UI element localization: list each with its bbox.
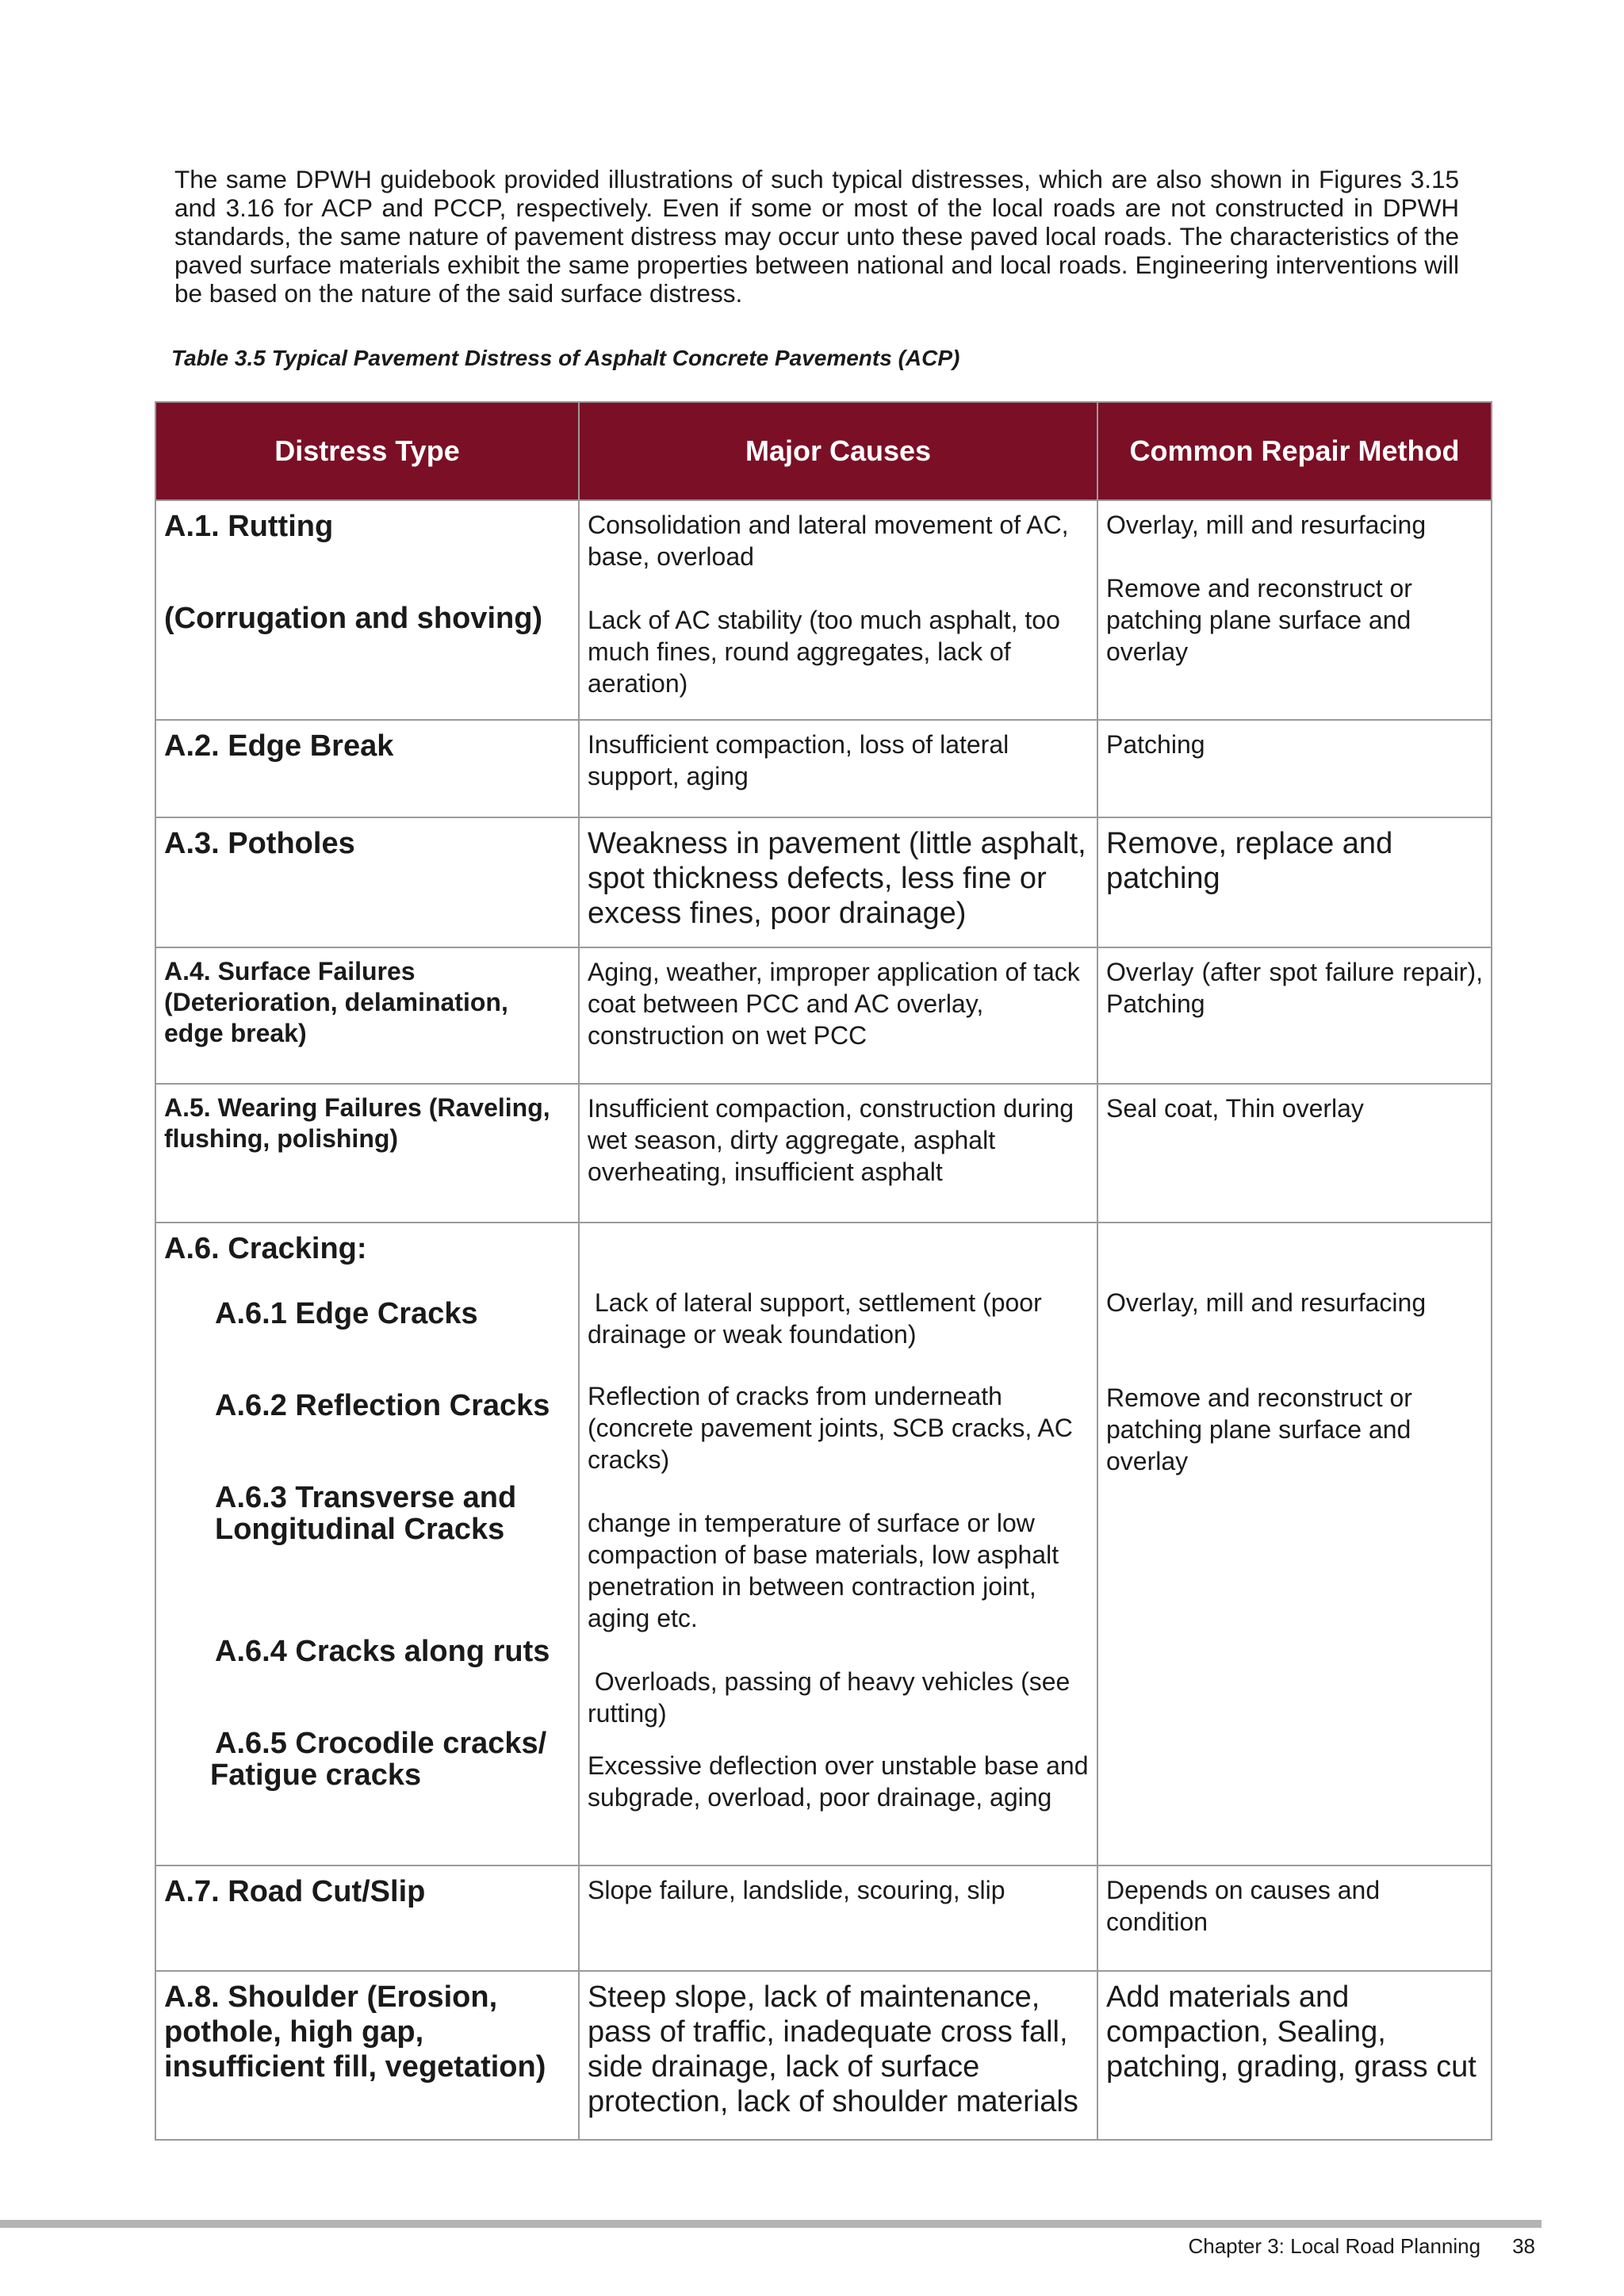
distress-type-cell	[155, 947, 579, 1084]
repair-method-cell	[1097, 1223, 1492, 1866]
repair-method-cell	[1097, 500, 1492, 720]
repair-method: Overlay, mill and resurfacing	[1106, 1288, 1427, 1317]
distress-type-sub: (Corrugation and shoving)	[164, 602, 543, 635]
distress-type: A.8. Shoulder (Erosion, pothole, high gap, insufficient fill, vegetation)	[164, 1980, 546, 2084]
header-major-causes: Major Causes	[579, 402, 1097, 500]
major-causes-cell	[579, 817, 1097, 947]
distress-type: A.2. Edge Break	[164, 729, 394, 763]
major-causes-cell	[579, 947, 1097, 1084]
major-causes-cell	[579, 500, 1097, 720]
repair-method: Add materials and compaction, Sealing, patching, grading, grass cut	[1106, 1980, 1477, 2084]
table-row	[155, 1866, 1492, 1971]
distress-subtype: A.6.1 Edge Cracks	[215, 1297, 478, 1330]
major-cause: Lack of lateral support, settlement (poor drainage or weak foundation)	[588, 1288, 1049, 1349]
distress-type: A.4. Surface Failures (Deterioration, delamination, edge break)	[164, 957, 508, 1047]
distress-table	[155, 401, 1492, 2141]
distress-subtype: A.6.4 Cracks along ruts	[215, 1635, 550, 1668]
table-row	[155, 1971, 1492, 2140]
major-causes-cell	[579, 1084, 1097, 1223]
distress-type: A.1. Rutting	[164, 510, 334, 543]
distress-type: A.7. Road Cut/Slip	[164, 1875, 426, 1908]
page-number: 38	[1512, 2234, 1535, 2258]
major-causes-cell	[579, 720, 1097, 817]
repair-method: Remove and reconstruct or patching plane surface and overlay	[1106, 574, 1412, 666]
distress-type-cell	[155, 1866, 579, 1971]
major-cause: change in temperature of surface or low compaction of base materials, low asphalt penetration in between contraction joint, aging etc.	[588, 1509, 1059, 1632]
repair-method: Seal coat, Thin overlay	[1106, 1094, 1364, 1123]
major-cause: Aging, weather, improper application of tack coat between PCC and AC overlay, construction on wet PCC	[588, 958, 1080, 1050]
distress-type: A.3. Potholes	[164, 827, 355, 860]
distress-type-cell	[155, 817, 579, 947]
repair-method: Remove, replace and patching	[1106, 827, 1393, 895]
major-cause: Reflection of cracks from underneath (concrete pavement joints, SCB cracks, AC cracks)	[588, 1382, 1073, 1474]
major-cause: Overloads, passing of heavy vehicles (see rutting)	[588, 1667, 1078, 1728]
major-cause: Lack of AC stability (too much asphalt, too much fines, round aggregates, lack of aeration)	[588, 606, 1060, 698]
footer-divider	[0, 2220, 1542, 2228]
major-causes-cell	[579, 1866, 1097, 1971]
repair-method-cell	[1097, 947, 1492, 1084]
distress-type: A.5. Wearing Failures (Raveling, flushing, polishing)	[164, 1093, 550, 1153]
major-cause: Weakness in pavement (little asphalt, spot thickness defects, less fine or excess fines, poor drainage)	[588, 827, 1086, 930]
table-row	[155, 720, 1492, 817]
major-cause: Steep slope, lack of maintenance, pass of traffic, inadequate cross fall, side drainage, lack of surface protection, lack of shoulder materials	[588, 1980, 1078, 2118]
table-row	[155, 817, 1492, 947]
distress-subtype: A.6.2 Reflection Cracks	[215, 1389, 550, 1422]
major-cause: Consolidation and lateral movement of AC, base, overload	[588, 511, 1069, 571]
repair-method: Patching	[1106, 730, 1205, 759]
repair-method: Overlay (after spot failure repair), Patching	[1106, 958, 1483, 1018]
repair-method: Overlay, mill and resurfacing	[1106, 511, 1427, 539]
table-row	[155, 500, 1492, 720]
distress-type-cell	[155, 1223, 579, 1866]
major-cause: Insufficient compaction, construction during wet season, dirty aggregate, asphalt overheating, insufficient asphalt	[588, 1094, 1074, 1186]
distress-type: A.6. Cracking:	[164, 1232, 367, 1265]
repair-method-cell	[1097, 720, 1492, 817]
repair-method: Remove and reconstruct or patching plane surface and overlay	[1106, 1383, 1412, 1475]
table-header-row	[155, 402, 1492, 500]
header-distress-type: Distress Type	[155, 402, 579, 500]
repair-method-cell	[1097, 1866, 1492, 1971]
repair-method: Depends on causes and condition	[1106, 1876, 1381, 1936]
repair-method-cell	[1097, 1084, 1492, 1223]
distress-type-cell	[155, 1971, 579, 2140]
footer-chapter: Chapter 3: Local Road Planning	[1188, 2234, 1481, 2258]
distress-type-cell	[155, 500, 579, 720]
distress-subtype: A.6.5 Crocodile cracks/ Fatigue cracks	[210, 1727, 547, 1792]
major-causes-cell	[579, 1223, 1097, 1866]
table-caption: Table 3.5 Typical Pavement Distress of Asphalt Concrete Pavements (ACP)	[171, 346, 960, 370]
table-row	[155, 1223, 1492, 1866]
major-causes-cell	[579, 1971, 1097, 2140]
distress-subtype: A.6.3 Transverse and Longitudinal Cracks	[215, 1481, 517, 1546]
major-cause: Excessive deflection over unstable base and subgrade, overload, poor drainage, aging	[588, 1751, 1089, 1812]
distress-type-cell	[155, 720, 579, 817]
repair-method-cell	[1097, 817, 1492, 947]
major-cause: Insufficient compaction, loss of lateral support, aging	[588, 730, 1009, 790]
table-row	[155, 947, 1492, 1084]
repair-method-cell	[1097, 1971, 1492, 2140]
distress-type-cell	[155, 1084, 579, 1223]
table-row	[155, 1084, 1492, 1223]
intro-paragraph: The same DPWH guidebook provided illustrations of such typical distresses, which are also shown in Figures 3.15 and 3.16 for ACP and PCCP, respectively. Even if some or most of the local roads are not constructed in DPWH standards, the same nature of pavement distress may occur unto these paved local roads. The characteristics of the paved surface materials exhibit the same properties between national and local roads. Engineering interventions will be based on the nature of the said surface distress.	[174, 165, 1459, 308]
page-footer	[1188, 2234, 1535, 2259]
header-common-repair-method: Common Repair Method	[1097, 402, 1492, 500]
major-cause: Slope failure, landslide, scouring, slip	[588, 1876, 1005, 1904]
